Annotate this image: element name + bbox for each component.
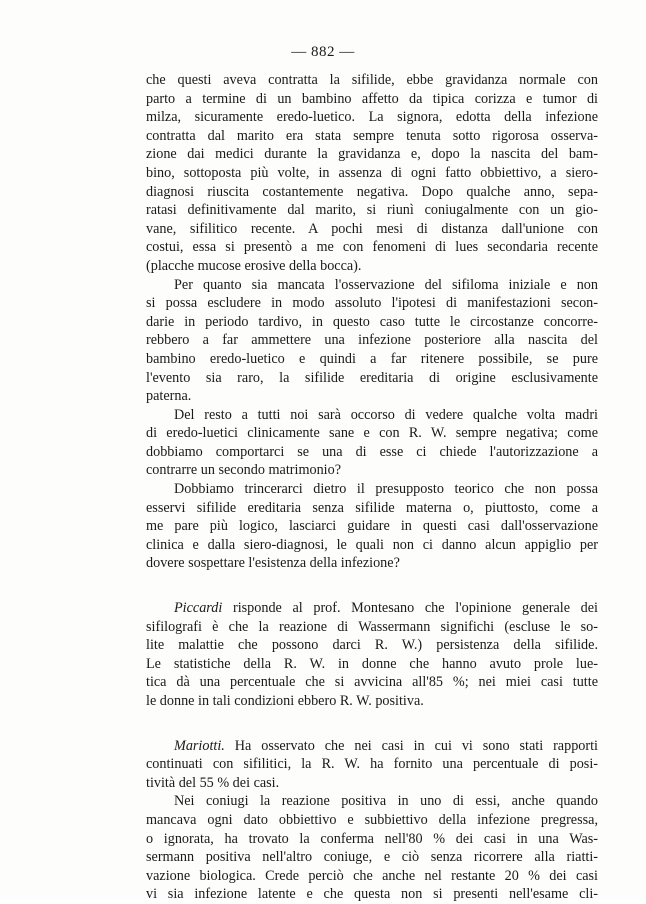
body-text xyxy=(146,71,598,904)
paragraph-conclusion xyxy=(146,480,598,573)
text-line: vazione biologica. Crede perciò che anche nel restante 20 % dei casi xyxy=(146,867,598,884)
text-line: (placche mucose erosive della bocca). xyxy=(146,257,362,274)
text-line: contrarre un secondo matrimonio? xyxy=(146,462,342,479)
text-line: tica dà una percentuale che si avvicina all'85 %; nei miei casi tutte xyxy=(146,674,598,691)
text-line: parto a termine di un bambino affetto da tipica corizza e tumor di xyxy=(146,90,598,107)
text-line: sermann positiva nell'altro coniuge, e ciò senza ricorrere alla riatti- xyxy=(146,849,598,866)
text-line: dobbiamo comportarci se una di esse ci chiede l'autorizzazione a xyxy=(146,443,598,460)
speaker-name: Mariotti. xyxy=(174,737,225,754)
text-line: sifilografi è che la reazione di Wassermann significhi (escluse le so- xyxy=(146,618,598,635)
text-line: Nei coniugi la reazione positiva in uno di essi, anche quando xyxy=(174,793,598,810)
text-line: bino, sottoposta più volte, in assenza di ogni fatto obbiettivo, a siero- xyxy=(146,164,598,181)
text-line: dovere sospettare l'esistenza della infezione? xyxy=(146,555,400,572)
text-line xyxy=(146,599,598,618)
speaker-text: risponde al prof. Montesano che l'opinione generale dei xyxy=(222,600,598,617)
paragraph-case-report xyxy=(146,71,598,276)
text-line: l'evento sia raro, la sifilide ereditaria di origine esclusivamente xyxy=(146,369,598,386)
text-line: bambino eredo-luetico e quindi a far ritenere possibile, se pure xyxy=(146,350,598,367)
page-number: — 882 — xyxy=(291,44,355,60)
text-line: tività del 55 % dei casi. xyxy=(146,774,280,791)
section-gap xyxy=(146,711,598,737)
section-gap xyxy=(146,573,598,599)
text-line: o ignorata, ha trovato la conferma nell'80 % dei casi in una Was- xyxy=(146,830,598,847)
text-line: Del resto a tutti noi sarà occorso di vedere qualche volta madri xyxy=(174,406,598,423)
text-line xyxy=(146,737,598,756)
text-line: milza, sicuramente eredo-luetico. La signora, edotta della infezione xyxy=(146,109,598,126)
text-line: che questi aveva contratta la sifilide, ebbe gravidanza normale con xyxy=(146,72,598,88)
text-line: Dobbiamo trincerarci dietro il presupposto teorico che non possa xyxy=(174,481,598,498)
speaker-text: Ha osservato che nei casi in cui vi sono stati rapporti xyxy=(224,737,598,754)
text-line: si possa escludere in modo assoluto l'ipotesi di manifestazioni secon- xyxy=(146,295,598,312)
paragraph-discussion xyxy=(146,276,598,406)
text-line: rebbero a far ammettere una infezione posteriore alla nascita del xyxy=(146,332,598,349)
text-line: Le statistiche della R. W. in donne che hanno avuto prole lue- xyxy=(146,655,598,672)
paragraph-piccardi xyxy=(146,599,598,711)
text-line: contratta dal marito era stata sempre tenuta sotto rigorosa osserva- xyxy=(146,127,598,144)
text-line: darie in periodo tardivo, in questo caso tutte le circostanze concorre- xyxy=(146,313,598,330)
paragraph-question xyxy=(146,406,598,480)
text-line: Per quanto sia mancata l'osservazione del sifiloma iniziale e non xyxy=(174,276,598,293)
paragraph-mariotti xyxy=(146,737,598,793)
text-line: le donne in tali condizioni ebbero R. W. positiva. xyxy=(146,693,424,709)
text-line: lite malattie che possono darci R. W.) persistenza della sifilide. xyxy=(146,637,598,654)
text-line: di eredo-luetici clinicamente sane e con R. W. sempre negativa; come xyxy=(146,425,598,442)
text-line: esservi sifilide ereditaria senza sifilide materna o, piuttosto, come a xyxy=(146,499,598,516)
paragraph-coniugi xyxy=(146,792,598,904)
text-line: vane, sifilitico recente. A pochi mesi di distanza dall'unione con xyxy=(146,220,598,237)
text-line: continuati con sifilitici, la R. W. ha fornito una percentuale di posi- xyxy=(146,756,598,773)
text-line: costui, essa si presentò a me con fenomeni di lues secondaria recente xyxy=(146,239,598,256)
text-line: zione dai medici durante la gravidanza e, dopo la nascita del bam- xyxy=(146,146,598,163)
text-line: diagnosi riuscita costantemente negativa. Dopo qualche anno, sepa- xyxy=(146,183,598,200)
text-line: paterna. xyxy=(146,388,192,405)
text-line: clinica e dalla siero-diagnosi, le quali non ci danno alcun appiglio per xyxy=(146,536,598,553)
text-line: me pare più logico, lasciarci guidare in questi casi dall'osservazione xyxy=(146,518,598,535)
speaker-name: Piccardi xyxy=(174,600,223,617)
text-line: mancava ogni dato obbiettivo e subbiettivo della infezione pregressa, xyxy=(146,811,598,828)
text-line: ratasi definitivamente dal marito, si riunì coniugalmente con un gio- xyxy=(146,202,598,219)
text-line: vi sia infezione latente e che questa non si presenti nell'esame cli- xyxy=(146,886,598,903)
